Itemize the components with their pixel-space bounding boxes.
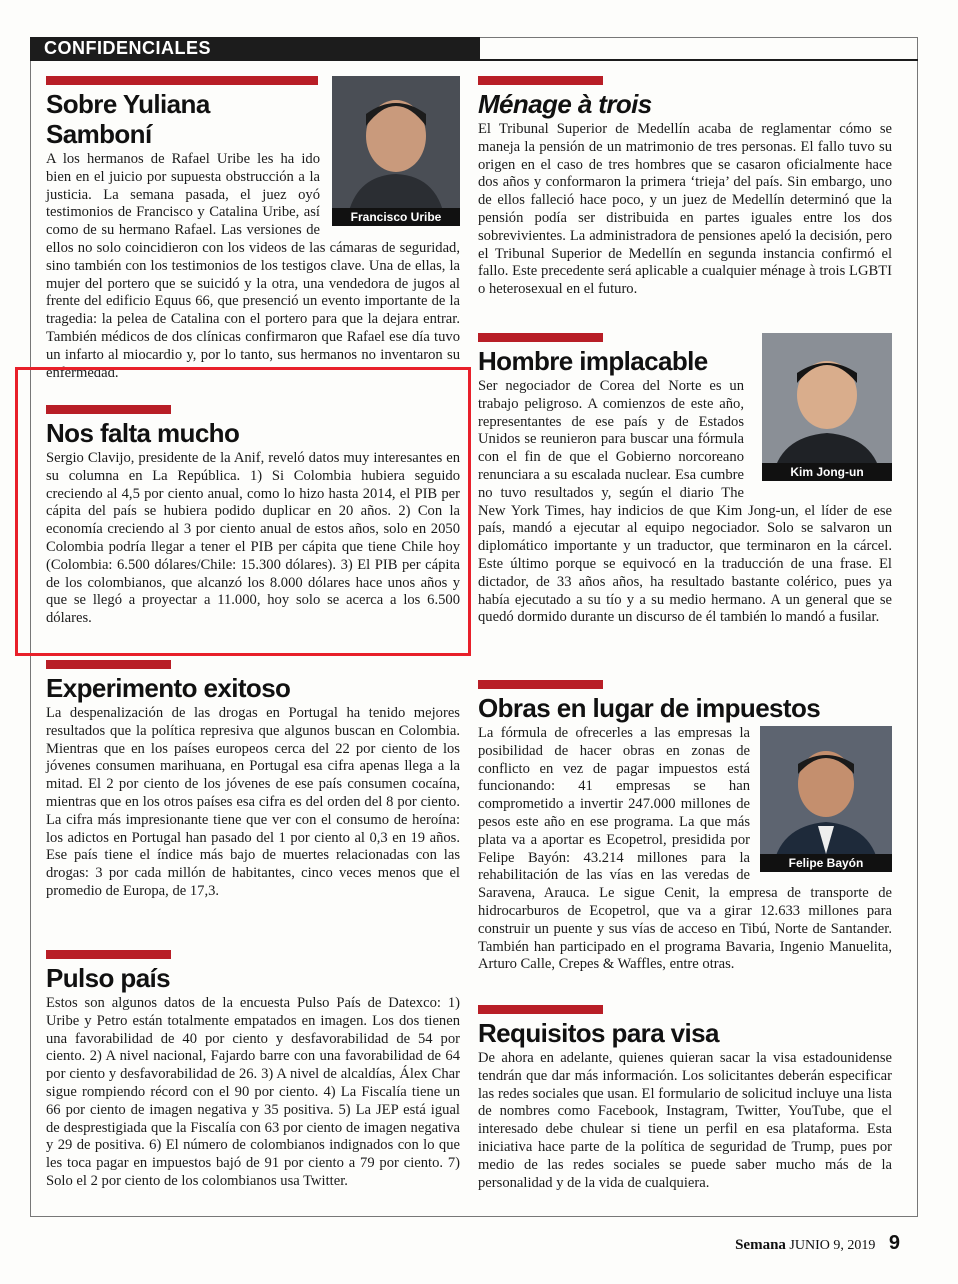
article-title: Pulso país [46,963,171,993]
section-header: CONFIDENCIALES [30,37,480,60]
section-rule [30,59,918,61]
article-body: El Tribunal Superior de Medellín acaba de reglamentar cómo se maneja la pensión de un matrimonio de tres personas. El fallo tuvo su origen en el caso de tres hombres que se casaron oficialmente hace dos años y conformaron la primera ‘trieja’ del país. Sin embargo, uno de ellos falleció hace poco, y un juez de Medellín determinó que la pensión podía ser distribuida en partes iguales entre los dos sobrevivientes. La administradora de pensiones apeló la decisión, pero el Tribunal Superior de Medellín en segunda instancia confirmó el fallo. Este precedente será aplicable a cualquier ménage à trois LGBTI o heterosexual en el futuro. [478,121,892,298]
article-pulso-pais [46,950,460,1191]
article-red-bar [478,1005,603,1014]
article-body: La despenalización de las drogas en Portugal ha tenido mejores resultados que la política represiva que algunos buscan en Colombia. Mientras que en los países europeos cerca del 22 por ciento de los jóvenes consumen marihuana, en Portugal esa cifra apenas llega a la mitad. El 2 por ciento de los jóvenes de ese país consumen cocaína, mientras que en los otros países esa cifra es del orden del 8 por ciento. La cifra más impresionante tiene que ver con el consumo de heroína: los adictos en Portugal han pasado del 1 por ciento al 0,3 en 19 años. Ese país tiene el índice más bajo de muertes relacionadas con las drogas: 3 por cada millón de habitantes, cinco veces menos que el promedio de Europa, de 17,3. [46,705,460,899]
article-obras [478,680,892,974]
portrait-icon [762,333,892,481]
article-menage [478,76,892,299]
article-experimento-exitoso [46,660,460,901]
article-body: De ahora en adelante, quienes quieran sacar la visa estadounidense tendrán que dar más información. Los solicitantes deberán especificar las redes sociales que usan. El formulario de solicitud incluye una lista de nombres como Facebook, Instagram, Twitter, YouTube, que el interesado debe chulear si tiene un perfil en esa plataforma. Esta iniciativa hace parte de la política de seguridad de Trump, pues por medio de las redes sociales se puede saber mucho más de la personalidad y de la vida de cualquiera. [478,1050,892,1191]
article-title: Hombre implacable [478,346,708,376]
article-red-bar [478,680,603,689]
page-frame-bottom [30,1216,918,1217]
article-red-bar [46,660,171,669]
article-title: Experimento exitoso [46,673,291,703]
photo-felipe-bayon [760,726,892,872]
article-title: Nos falta mucho [46,418,240,448]
article-nos-falta-mucho [46,405,460,628]
article-body: A los hermanos de Rafael Uribe les ha ido bien en el juicio por supuesta obstrucción a la justicia. La semana pasada, el juez oyó testimonios de Francisco y Catalina Uribe, así como de su hermano Rafael. Las versiones de ellos no solo coincidieron con los videos de las cámaras de seguridad, sino también con los testimonios de los testigos clave. Una de ellas, la mujer del portero que se suicidó y la otra, una vendedora de jugos al frente del edificio Equus 66, que presenció un evento importante de la tragedia: la pelea de Catalina con el portero para que la dejara entrar. También médicos de dos clínicas confirmaron que Rafael ese día tuvo un infarto al miocardio y, por lo tanto, sus hermanos no inventaron su enfermedad. [46,151,460,381]
article-red-bar [478,333,603,342]
magazine-name: Semana [735,1237,786,1253]
article-body: Ser negociador de Corea del Norte es un trabajo peligroso. A comienzos de este año, representantes de ese país y de Estados Unidos se reunieron para buscar una fórmula con el fin de que el Gobierno norcoreano renunciara a su escalada nuclear. Esa cumbre no tuvo resultados y, según el diario The New York Times, hay indicios de que Kim Jong-un, el líder de ese país, mandó a ejecutar al equipo negociador. Solo se salvaron un diplomático importante y un traductor, que terminaron en la cárcel. Este último porque se equivocó en la traducción de una frase. El dictador, de 33 años años, ha resultado bastante colérico, pues ya había ejecutado a su tío y a su medio hermano. A un general que se quedó dormido durante un discurso de él también lo mandó a fusilar. [478,378,892,626]
article-body: Sergio Clavijo, presidente de la Anif, reveló datos muy interesantes en su columna en La República. 1) Si Colombia hubiera seguido creciendo al 4,5 por ciento anual, como lo hizo hasta 2014, el PIB per cápita del país se hubiera podido duplicar en 20 años. 2) Con la economía creciendo al 3 por ciento anual de estos años, solo en 2050 Colombia podría llegar a tener el PIB per cápita que tiene Chile hoy (Colombia: 6.500 dólares/Chile: 15.300 dólares). 3) El PIB per cápita de los colombianos, que alcanzó los 8.000 dólares hace unos años y que se llegó a proyectar a 11.000, hoy solo se acerca a los 6.500 dólares. [46,450,460,627]
photo-caption: Kim Jong-un [762,463,892,481]
article-title: Ménage à trois [478,89,652,119]
portrait-icon [760,726,892,872]
page-frame-right [917,37,918,1217]
article-hombre-implacable [478,333,892,627]
article-requisitos-visa [478,1005,892,1192]
page-footer [735,1232,900,1255]
article-red-bar [478,76,603,85]
photo-caption: Felipe Bayón [760,854,892,872]
page-number: 9 [888,1232,900,1254]
article-red-bar [46,405,171,414]
photo-kim-jong-un [762,333,892,481]
article-samboni [46,76,460,381]
article-body: La fórmula de ofrecerles a las empresas la posibilidad de hacer obras en zonas de conflicto en vez de pagar impuestos está funcionando: 41 empresas se han comprometido a invertir 247.000 millones de pesos este año en ese programa. La que más plata va a aportar es Ecopetrol, presidida por Felipe Bayón: 43.214 millones para la rehabilitación de las vías en las veredas de Saravena, Arauca. Le sigue Cenit, la empresa de transporte de hidrocarburos de Ecopetrol, que va a girar 12.633 millones para construir un puente y sus vías de acceso en Tibú, Norte de Santander. También han participado en el programa Bavaria, Ingenio Manuelita, Arturo Calle, Crepes & Waffles, entre otras. [478,725,892,973]
article-red-bar [46,76,318,85]
article-title: Sobre Yuliana Samboní [46,89,210,149]
photo-caption: Francisco Uribe [332,208,460,226]
article-title: Requisitos para visa [478,1018,719,1048]
article-body: Estos son algunos datos de la encuesta Pulso País de Datexco: 1) Uribe y Petro están totalmente empatados en imagen. Los dos tienen una favorabilidad de 40 por ciento y desfavorabilidad de 54 por ciento. 2) A nivel nacional, Fajardo barre con una favorabilidad de 64 por ciento y desfavorabilidad de 26. 3) A nivel de alcaldías, Álex Char sigue rompiendo récord con el 90 por ciento. 4) La Fiscalía tiene un 66 por ciento de imagen negativa y 35 positiva. 5) La JEP está igual de desprestigiada que la Fiscalía con 63 por ciento de imagen negativa y 29 de positiva. 6) El número de colombianos indignados con lo que les toca pagar en impuestos bajó de 91 por ciento a 79 por ciento. 7) Solo el 2 por ciento de los colombianos usa Twitter. [46,995,460,1189]
article-red-bar [46,950,171,959]
issue-date: JUNIO 9, 2019 [789,1238,876,1253]
article-title: Obras en lugar de impuestos [478,693,821,723]
